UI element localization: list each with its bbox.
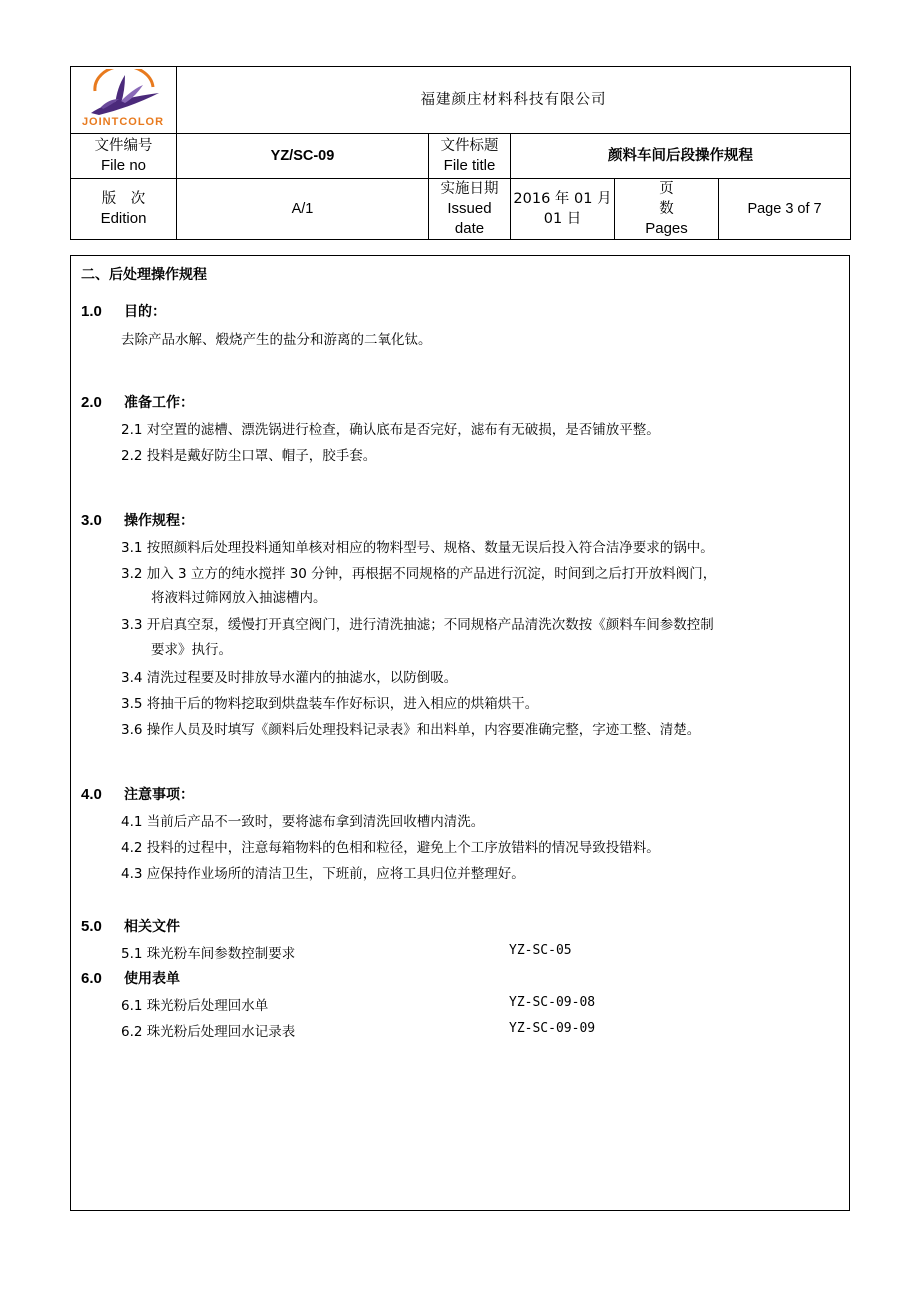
issued-date-line1: 2016 年 01 月	[513, 191, 612, 207]
issued-date-label	[429, 179, 511, 240]
list-item: 2.1 对空置的滤槽、漂洗锅进行检查，确认底布是否完好，滤布有无破损，是否铺放平整。	[121, 422, 660, 438]
section-5-title: 相关文件	[124, 919, 180, 935]
section-1-heading	[81, 301, 166, 321]
section-6-heading	[81, 968, 180, 988]
section-title: 二、后处理操作规程	[81, 267, 207, 283]
pages-label-cn1: 页	[659, 181, 674, 197]
issued-date-value	[511, 179, 615, 240]
edition-value: A/1	[177, 179, 429, 240]
list-item: 2.2 投料是戴好防尘口罩、帽子，胶手套。	[121, 448, 377, 464]
logo-cell	[71, 67, 177, 134]
file-title-value: 颜料车间后段操作规程	[511, 134, 851, 179]
list-item: 3.2 加入 3 立方的纯水搅拌 30 分钟，再根据不同规格的产品进行沉淀，时间到之后打开放料阀门，	[121, 566, 717, 582]
section-2-title: 准备工作：	[124, 395, 194, 411]
list-item: 3.4 清洗过程要及时排放导水灌内的抽滤水，以防倒吸。	[121, 670, 458, 686]
pages-value: Page 3 of 7	[719, 179, 851, 240]
document-header-table	[70, 66, 851, 240]
section-1-title: 目的：	[124, 304, 166, 320]
issued-label-en2: date	[454, 220, 485, 237]
list-item: 4.3 应保持作业场所的清洁卫生，下班前，应将工具归位并整理好。	[121, 866, 525, 882]
section-6-title: 使用表单	[124, 971, 180, 987]
pages-label-cn2: 数	[659, 201, 674, 217]
section-5-number: 5.0	[81, 918, 102, 935]
edition-label	[71, 179, 177, 240]
file-no-label-cn: 文件编号	[94, 138, 153, 154]
list-item: 3.5 将抽干后的物料挖取到烘盘装车作好标识，进入相应的烘箱烘干。	[121, 696, 539, 712]
file-title-label-cn: 文件标题	[440, 138, 499, 154]
section-4-number: 4.0	[81, 786, 102, 803]
section-3-heading	[81, 510, 194, 530]
file-title-label-en: File title	[443, 157, 496, 174]
section-3-title: 操作规程：	[124, 513, 194, 529]
section-1-number: 1.0	[81, 303, 102, 320]
section-4-title: 注意事项：	[124, 787, 194, 803]
edition-label-cn: 版 次	[101, 191, 146, 207]
list-item: 6.1 珠光粉后处理回水单	[121, 998, 269, 1014]
list-item: 6.2 珠光粉后处理回水记录表	[121, 1024, 296, 1040]
list-item-continued: 将液料过筛网放入抽滤槽内。	[151, 590, 327, 606]
pages-label-en: Pages	[645, 220, 688, 237]
list-item: 4.1 当前后产品不一致时，要将滤布拿到清洗回收槽内清洗。	[121, 814, 485, 830]
issued-date-line2: 01 日	[543, 211, 582, 227]
file-no-value: YZ/SC-09	[177, 134, 429, 179]
content-box	[70, 255, 850, 1211]
issued-label-en1: Issued	[447, 200, 492, 217]
list-item: 3.1 按照颜料后处理投料通知单核对相应的物料型号、规格、数量无误后投入符合洁净要求的锅中。	[121, 540, 714, 556]
section-4-heading	[81, 784, 194, 804]
pages-label	[615, 179, 719, 240]
list-item: 3.3 开启真空泵，缓慢打开真空阀门，进行清洗抽滤；不同规格产品清洗次数按《颜料车间参数控制	[121, 617, 714, 633]
section-3-number: 3.0	[81, 512, 102, 529]
company-name: 福建颜庄材料科技有限公司	[177, 67, 851, 134]
section-6-number: 6.0	[81, 970, 102, 987]
document-code: YZ-SC-09-08	[509, 995, 596, 1010]
list-item: 3.6 操作人员及时填写《颜料后处理投料记录表》和出料单，内容要准确完整，字迹工整、清楚。	[121, 722, 701, 738]
section-2-number: 2.0	[81, 394, 102, 411]
list-item-continued: 要求》执行。	[151, 642, 232, 658]
document-code: YZ-SC-09-09	[509, 1021, 596, 1036]
list-item: 4.2 投料的过程中，注意每箱物料的色相和粒径，避免上个工序放错料的情况导致投错料。	[121, 840, 660, 856]
file-title-label	[429, 134, 511, 179]
file-no-label-en: File no	[100, 157, 147, 174]
section-2-heading	[81, 392, 194, 412]
list-item: 5.1 珠光粉车间参数控制要求	[121, 946, 296, 962]
company-logo	[71, 67, 175, 133]
section-5-heading	[81, 916, 180, 936]
document-code: YZ-SC-05	[509, 943, 572, 958]
section-1-text: 去除产品水解、煅烧产生的盐分和游离的二氧化钛。	[121, 332, 432, 348]
file-no-label	[71, 134, 177, 179]
issued-label-cn: 实施日期	[440, 181, 499, 197]
logo-text: JOINTCOLOR	[81, 116, 165, 128]
edition-label-en: Edition	[100, 210, 147, 227]
